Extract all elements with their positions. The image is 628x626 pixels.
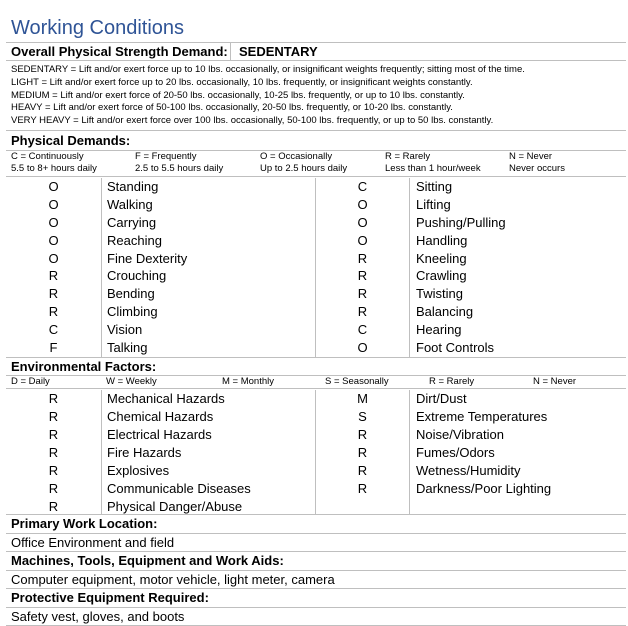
environmental-factors-heading: Environmental Factors: xyxy=(6,358,626,376)
code: O xyxy=(48,214,59,230)
code: O xyxy=(48,178,59,194)
physical-left-codes xyxy=(6,178,101,357)
code: O xyxy=(357,214,368,230)
factor-name: Communicable Diseases xyxy=(107,480,251,496)
demand-name: Pushing/Pulling xyxy=(416,214,506,230)
code: S xyxy=(358,408,367,424)
legend-seasonally: S = Seasonally xyxy=(325,376,389,388)
demand-name: Lifting xyxy=(416,196,451,212)
code: O xyxy=(48,250,59,266)
code: R xyxy=(48,304,59,320)
protective-equipment-value: Safety vest, gloves, and boots xyxy=(11,608,185,624)
definition-very-heavy: VERY HEAVY = Lift and/or exert force over 100 lbs. occasionally, 50-100 lbs. frequently, or up to 50 lbs. constantly. xyxy=(11,115,494,127)
code: O xyxy=(357,232,368,248)
legend-rarely: R = Rarely Less than 1 hour/week xyxy=(385,151,481,175)
demand-name: Reaching xyxy=(107,232,162,248)
working-conditions-table xyxy=(6,42,626,626)
environment-legend xyxy=(6,376,626,389)
machines-value: Computer equipment, motor vehicle, light meter, camera xyxy=(11,571,335,587)
demand-name: Balancing xyxy=(416,304,474,320)
demand-name: Crouching xyxy=(107,268,167,284)
legend-never: N = Never Never occurs xyxy=(509,151,565,175)
factor-name: Dirt/Dust xyxy=(416,390,467,406)
code: O xyxy=(48,196,59,212)
strength-demand-label: Overall Physical Strength Demand: xyxy=(11,44,228,59)
code: O xyxy=(48,232,59,248)
code: R xyxy=(48,390,59,406)
code: R xyxy=(357,250,368,266)
strength-demand-row xyxy=(6,43,626,61)
factor-name: Electrical Hazards xyxy=(107,426,212,442)
physical-legend xyxy=(6,151,626,177)
physical-left-names xyxy=(101,178,315,357)
demand-name: Fine Dexterity xyxy=(107,250,188,266)
physical-right-names xyxy=(409,178,506,357)
code: M xyxy=(357,390,368,406)
legend-monthly: M = Monthly xyxy=(222,376,275,388)
demand-name: Twisting xyxy=(416,286,463,302)
factor-name: Explosives xyxy=(107,462,170,478)
factor-name: Extreme Temperatures xyxy=(416,408,548,424)
demand-name: Foot Controls xyxy=(416,340,495,355)
environment-right-names xyxy=(409,390,551,514)
code: R xyxy=(357,268,368,284)
code: R xyxy=(48,444,59,460)
machines-row xyxy=(6,571,626,589)
code: R xyxy=(48,408,59,424)
physical-demands-grid xyxy=(6,177,626,358)
demand-name: Standing xyxy=(107,178,159,194)
code: C xyxy=(357,322,368,338)
code: F xyxy=(49,340,58,355)
definition-sedentary: SEDENTARY = Lift and/or exert force up to 10 lbs. occasionally, or insignificant weights frequently; sitting most of the time. xyxy=(11,64,525,75)
physical-right-codes xyxy=(315,178,409,357)
legend-weekly: W = Weekly xyxy=(106,376,157,388)
factor-name: Physical Danger/Abuse xyxy=(107,498,243,514)
definition-medium: MEDIUM = Lift and/or exert force of 20-50 lbs. occasionally, 10-25 lbs. frequently, or up to 10 lbs. constantly. xyxy=(11,89,465,101)
code: R xyxy=(357,462,368,478)
factor-name: Fire Hazards xyxy=(107,444,182,460)
factor-name: Wetness/Humidity xyxy=(416,462,521,478)
code: R xyxy=(48,268,59,284)
code: R xyxy=(357,304,368,320)
code: R xyxy=(357,444,368,460)
code: R xyxy=(48,426,59,442)
strength-demand-value: SEDENTARY xyxy=(230,43,318,61)
machines-heading: Machines, Tools, Equipment and Work Aids: xyxy=(6,552,626,571)
demand-name: Crawling xyxy=(416,268,467,284)
demand-name: Sitting xyxy=(416,178,453,194)
demand-name: Kneeling xyxy=(416,250,467,266)
environment-right-codes xyxy=(315,390,409,514)
factor-name: Noise/Vibration xyxy=(416,426,504,442)
demand-name: Handling xyxy=(416,232,468,248)
code: R xyxy=(48,462,59,478)
demand-name: Bending xyxy=(107,286,155,302)
code: C xyxy=(48,322,59,338)
demand-name: Hearing xyxy=(416,322,462,338)
demand-name: Vision xyxy=(107,322,143,338)
code: R xyxy=(357,426,368,442)
code: R xyxy=(357,286,368,302)
definition-heavy: HEAVY = Lift and/or exert force of 50-100 lbs. occasionally, 20-50 lbs. frequently, or 10-20 lbs. constantly. xyxy=(11,102,453,114)
environmental-factors-grid xyxy=(6,389,626,515)
demand-name: Carrying xyxy=(107,214,157,230)
code: R xyxy=(357,480,368,496)
code: O xyxy=(357,196,368,212)
protective-equipment-row xyxy=(6,608,626,626)
demand-name: Climbing xyxy=(107,304,158,320)
code: O xyxy=(357,340,368,355)
demand-name: Walking xyxy=(107,196,153,212)
legend-rarely: R = Rarely xyxy=(429,376,475,388)
legend-never: N = Never xyxy=(533,376,577,388)
legend-daily: D = Daily xyxy=(11,376,50,388)
environment-left-names xyxy=(101,390,315,514)
factor-name: Fumes/Odors xyxy=(416,444,495,460)
legend-frequently: F = Frequently 2.5 to 5.5 hours daily xyxy=(135,151,224,175)
strength-definitions xyxy=(6,61,626,131)
page-title: Working Conditions xyxy=(11,17,185,39)
legend-continuously: C = Continuously 5.5 to 8+ hours daily xyxy=(11,151,97,175)
factor-name: Darkness/Poor Lighting xyxy=(416,480,552,496)
demand-name: Talking xyxy=(107,340,148,355)
code: R xyxy=(48,286,59,302)
code: C xyxy=(357,178,368,194)
work-location-row xyxy=(6,534,626,552)
environment-left-codes xyxy=(6,390,101,514)
physical-demands-heading: Physical Demands: xyxy=(6,131,626,151)
factor-name: Chemical Hazards xyxy=(107,408,214,424)
legend-occasionally: O = Occasionally Up to 2.5 hours daily xyxy=(260,151,348,175)
work-location-heading: Primary Work Location: xyxy=(6,515,626,534)
protective-equipment-heading: Protective Equipment Required: xyxy=(6,589,626,608)
factor-name: Mechanical Hazards xyxy=(107,390,225,406)
definition-light: LIGHT = Lift and/or exert force up to 20 lbs. occasionally, 10 lbs. frequently, or insignificant weights constantly. xyxy=(11,76,473,88)
work-location-value: Office Environment and field xyxy=(11,534,175,550)
code: R xyxy=(48,480,59,496)
code: R xyxy=(48,498,59,514)
